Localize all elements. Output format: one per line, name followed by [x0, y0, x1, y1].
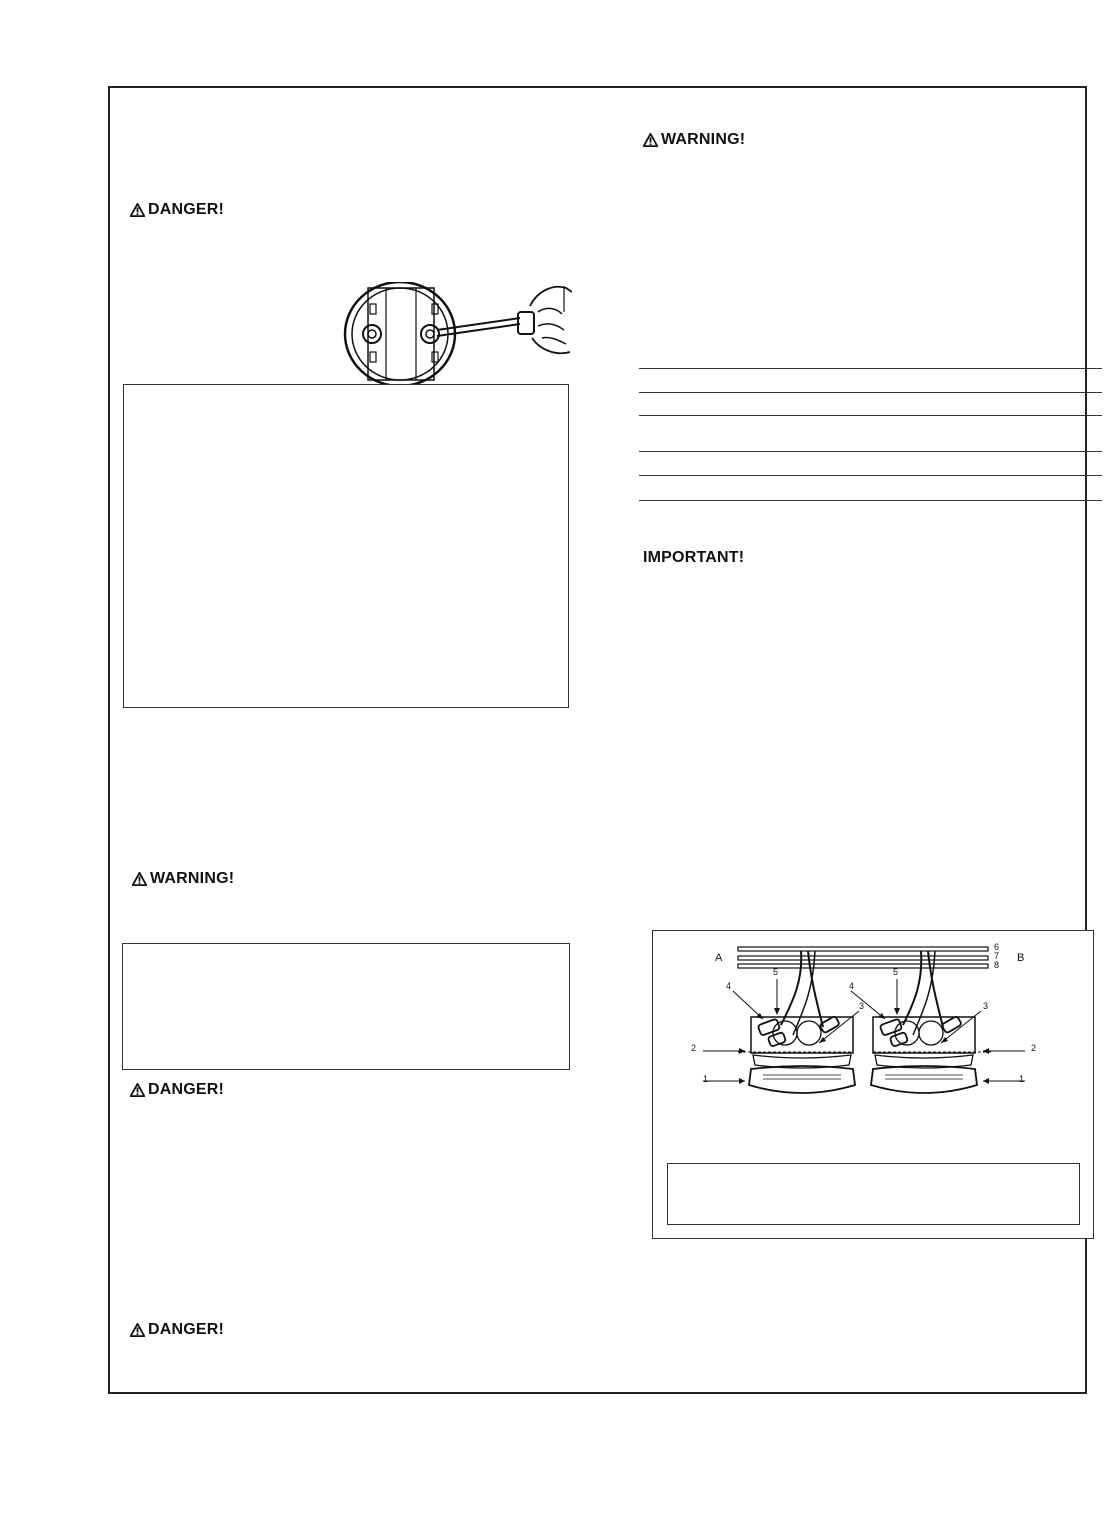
callout-5-right: 5 — [893, 967, 899, 977]
warning-label-right — [643, 131, 745, 149]
callout-2-left: 2 — [691, 1043, 697, 1053]
table-rule — [639, 368, 1102, 369]
callout-5-left: 5 — [773, 967, 779, 977]
callout-3-right: 3 — [983, 1001, 989, 1011]
callout-4-left: 4 — [726, 981, 732, 991]
warning-triangle-icon — [643, 133, 658, 147]
mounting-plate-illustration — [342, 282, 572, 384]
table-rule — [639, 475, 1102, 476]
callout-4-right: 4 — [849, 981, 855, 991]
table-rule — [639, 500, 1102, 501]
danger-label-2 — [130, 1081, 224, 1099]
warning-label-1 — [132, 870, 234, 888]
table-rule — [639, 415, 1102, 416]
warning-triangle-icon — [130, 1083, 145, 1097]
diagram-side-b: B — [1017, 952, 1025, 964]
warning-text: WARNING! — [150, 870, 235, 887]
warning-triangle-icon — [130, 203, 145, 217]
callout-1-left: 1 — [703, 1074, 709, 1084]
info-box-1 — [123, 384, 569, 708]
danger-text: DANGER! — [148, 1081, 225, 1098]
table-rule — [639, 392, 1102, 393]
danger-label-1 — [130, 201, 224, 219]
wiring-diagram-frame — [652, 930, 1094, 1239]
danger-text: DANGER! — [148, 1321, 225, 1338]
callout-8: 8 — [994, 960, 1000, 970]
callout-6: 6 — [994, 942, 1000, 952]
diagram-caption-box — [667, 1163, 1080, 1225]
danger-label-3 — [130, 1321, 224, 1339]
callout-7: 7 — [994, 951, 1000, 961]
callout-2-right: 2 — [1031, 1043, 1037, 1053]
callout-1-right: 1 — [1019, 1074, 1025, 1084]
danger-text: DANGER! — [148, 201, 225, 218]
table-rule — [639, 451, 1102, 452]
diagram-side-a: A — [715, 952, 723, 964]
warning-text: WARNING! — [661, 131, 746, 148]
warning-triangle-icon — [130, 1323, 145, 1337]
important-label — [643, 549, 744, 567]
important-text: IMPORTANT! — [643, 549, 745, 566]
callout-3-left: 3 — [859, 1001, 865, 1011]
info-box-2 — [122, 943, 570, 1070]
warning-triangle-icon — [132, 872, 147, 886]
